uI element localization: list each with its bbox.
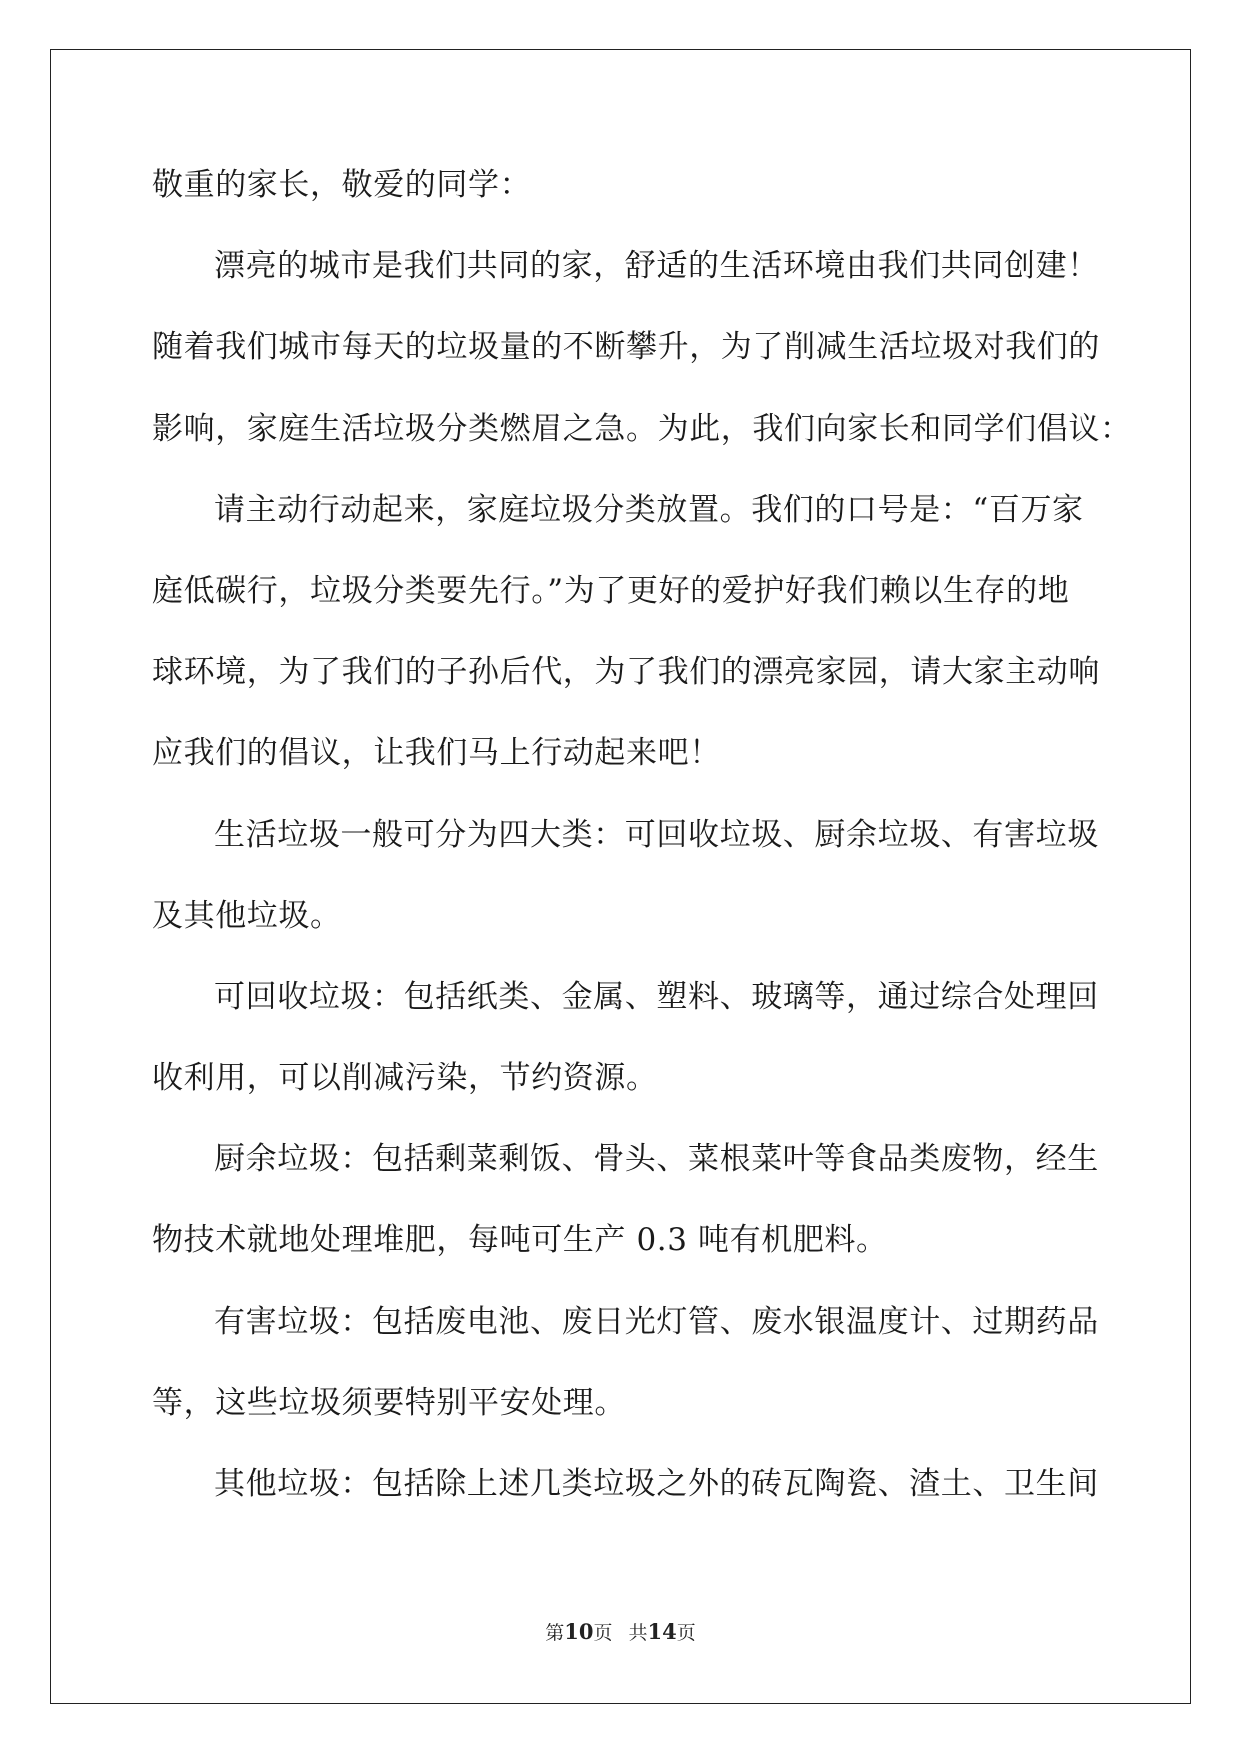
page-suffix: 页 bbox=[593, 1622, 613, 1644]
total-suffix: 页 bbox=[676, 1622, 696, 1644]
total-prefix: 共 bbox=[628, 1622, 648, 1644]
page-prefix: 第 bbox=[545, 1622, 565, 1644]
text-line: 可回收垃圾：包括纸类、金属、塑料、玻璃等，通过综合处理回 bbox=[214, 978, 1099, 1015]
page-footer bbox=[0, 1620, 1241, 1645]
text-line: 球环境，为了我们的子孙后代，为了我们的漂亮家园，请大家主动响 bbox=[152, 654, 1100, 691]
text-line: 随着我们城市每天的垃圾量的不断攀升，为了削减生活垃圾对我们的 bbox=[152, 329, 1100, 366]
text-line: 影响，家庭生活垃圾分类燃眉之急。为此，我们向家长和同学们倡议： bbox=[152, 410, 1132, 447]
text-line: 厨余垃圾：包括剩菜剩饭、骨头、菜根菜叶等食品类废物，经生 bbox=[214, 1141, 1099, 1178]
text-line: 应我们的倡议，让我们马上行动起来吧！ bbox=[152, 735, 721, 772]
text-line: 等，这些垃圾须要特别平安处理。 bbox=[152, 1384, 626, 1421]
text-line: 生活垃圾一般可分为四大类：可回收垃圾、厨余垃圾、有害垃圾 bbox=[214, 816, 1099, 853]
document-body bbox=[152, 165, 1132, 1545]
text-line: 漂亮的城市是我们共同的家，舒适的生活环境由我们共同创建！ bbox=[214, 248, 1099, 285]
total-pages: 14 bbox=[647, 1619, 677, 1644]
text-line: 请主动行动起来，家庭垃圾分类放置。我们的口号是：“百万家 bbox=[214, 491, 1084, 528]
text-line: 及其他垃圾。 bbox=[152, 897, 342, 934]
text-line: 收利用，可以削减污染，节约资源。 bbox=[152, 1060, 658, 1097]
text-line: 敬重的家长，敬爱的同学： bbox=[152, 167, 532, 203]
page-number: 10 bbox=[564, 1619, 594, 1644]
text-line: 其他垃圾：包括除上述几类垃圾之外的砖瓦陶瓷、渣土、卫生间 bbox=[214, 1466, 1099, 1502]
text-line: 庭低碳行，垃圾分类要先行。”为了更好的爱护好我们赖以生存的地 bbox=[152, 572, 1070, 609]
text-line: 物技术就地处理堆肥，每吨可生产 0.3 吨有机肥料。 bbox=[152, 1222, 888, 1259]
text-line: 有害垃圾：包括废电池、废日光灯管、废水银温度计、过期药品 bbox=[214, 1303, 1099, 1340]
